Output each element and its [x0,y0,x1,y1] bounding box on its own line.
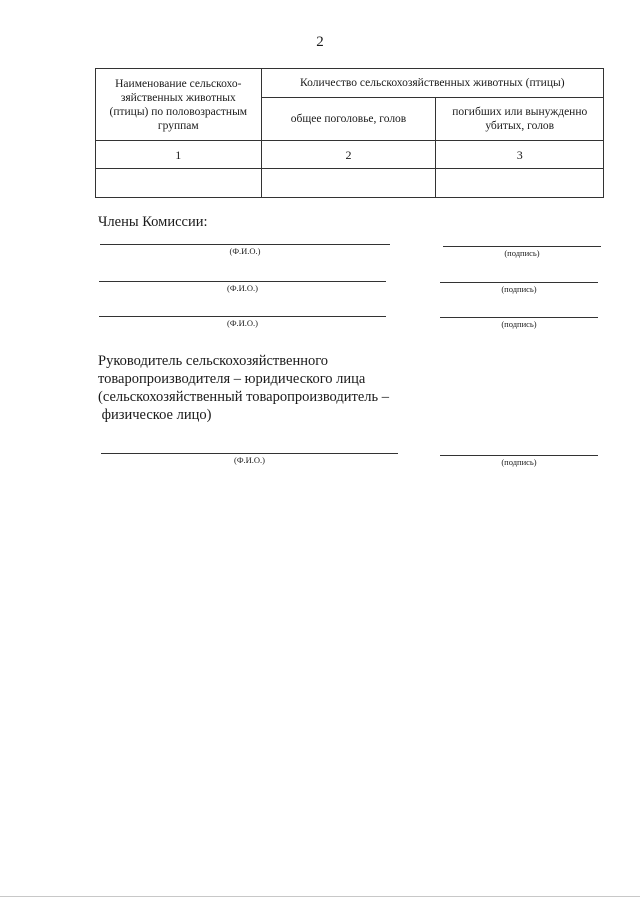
head-title-line: товаропроизводителя – юридического лица [98,371,366,387]
column-header-dead-line: убитых, голов [485,120,555,132]
signature-caption: (подпись) [501,319,537,329]
head-title-line: (сельскохозяйственный товаропроизводитель – [98,389,390,405]
page-number: 2 [316,34,324,50]
signature-line[interactable] [440,317,598,318]
fio-line[interactable] [100,244,390,245]
column-header-name-line: Наименование сельскохо- [115,77,242,90]
column-header-name-line: зяйственных животных [120,91,236,104]
head-signature-line[interactable] [440,455,598,456]
column-header-name-line: (птицы) по половозрастным [109,105,248,118]
group-header-quantity: Количество сельскохозяйственных животных (птицы) [261,69,603,98]
table-row-numbers [96,141,604,169]
head-signature-caption: (подпись) [501,457,537,467]
head-title-line: физическое лицо) [98,407,212,423]
fio-line[interactable] [99,316,386,317]
column-header-dead [436,98,604,141]
fio-caption: (Ф.И.О.) [226,318,259,328]
fio-caption: (Ф.И.О.) [229,246,261,256]
head-fio-caption: (Ф.И.О.) [233,455,266,465]
commission-title: Члены Комиссии: [98,214,208,230]
signature-caption: (подпись) [501,284,537,294]
column-header-name-line: группам [157,119,199,132]
signature-line[interactable] [443,246,601,247]
table-row-empty [96,169,604,198]
fio-caption: (Ф.И.О.) [226,283,259,293]
column-number: 1 [96,141,262,169]
fio-line[interactable] [99,281,386,282]
column-header-total: общее поголовье, голов [261,98,436,141]
table-cell [96,169,262,198]
head-title-line: Руководитель сельскохозяйственного [98,353,329,369]
table-cell [436,169,604,198]
column-header-name [96,69,262,141]
head-title [98,352,389,424]
head-fio-line[interactable] [101,453,398,454]
livestock-table [95,68,604,198]
column-header-dead-line: погибших или вынужденно [452,106,588,118]
table-cell [261,169,436,198]
column-number: 2 [261,141,436,169]
scan-edge-divider [0,896,640,897]
signature-caption: (подпись) [504,248,540,258]
signature-line[interactable] [440,282,598,283]
column-number: 3 [436,141,604,169]
